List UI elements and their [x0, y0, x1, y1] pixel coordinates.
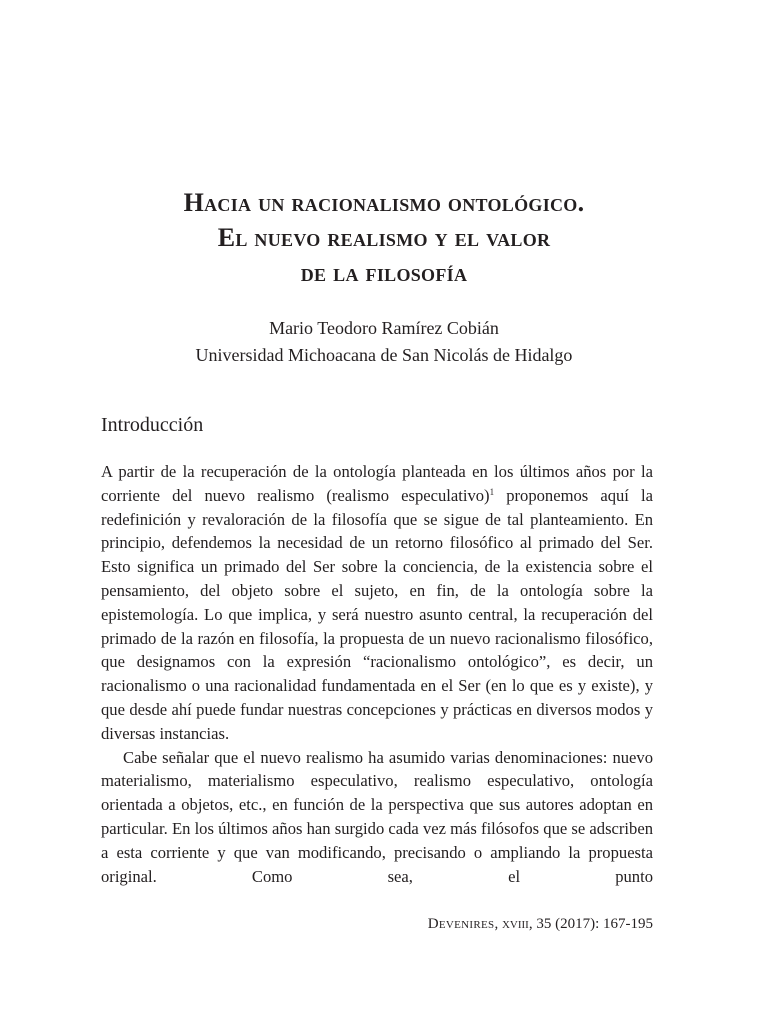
section-heading-introduccion: Introducción — [101, 414, 204, 436]
paragraph-1-text-end: proponemos aquí la redefinición y revaloración de la filosofía que se sigue de tal planteamiento. En principio, defendemos la necesidad de un retorno filosófico al primado del Ser. Esto significa un primado del Ser sobre la conciencia, de la existencia sobre el pensamiento, del objeto sobre el sujeto, en fin, de la ontología sobre la epistemología. Lo que implica, y será nuestro asunto central, la recuperación del primado de la razón en filosofía, la propuesta de un nuevo racionalismo filosófico, que designamos con la expresión “racionalismo ontológico”, es decir, un racionalismo o una racionalidad fundamentada en el Ser (en lo que es y existe), y que desde ahí puede fundar nuestras concepciones y prácticas en diversos modos y diversas instancias. — [101, 485, 653, 743]
author-affiliation: Universidad Michoacana de San Nicolás de Hidalgo — [195, 345, 573, 365]
paragraph-1 — [101, 460, 653, 746]
journal-volume: xviii — [501, 916, 529, 932]
journal-issue-pages: , 35 (2017): 167-195 — [528, 916, 653, 932]
journal-separator: , — [494, 916, 502, 932]
article-title — [60, 185, 708, 290]
article-title-line-2: El nuevo realismo y el valor — [217, 223, 551, 253]
author-block — [60, 315, 708, 369]
article-body — [101, 460, 653, 888]
journal-citation-footer — [101, 913, 653, 935]
author-name: Mario Teodoro Ramírez Cobián — [269, 318, 499, 338]
paragraph-1-text-start: A partir de la recuperación de la ontología planteada en los últimos años por la corriente del nuevo realismo (realismo especulativo) — [101, 462, 653, 505]
article-title-line-3: de la filosofía — [300, 258, 468, 288]
journal-name: Devenires — [427, 916, 495, 932]
footnote-reference: 1 — [489, 486, 495, 497]
article-title-line-1: Hacia un racionalismo ontológico. — [183, 188, 585, 218]
paragraph-2: Cabe señalar que el nuevo realismo ha asumido varias denominaciones: nuevo materialismo, materialismo especulativo, realismo especulativo, ontología orientada a objetos, etc., en función de la perspectiva que sus autores adoptan en particular. En los últimos años han surgido cada vez más filósofos que se adscriben a esta corriente y que van modificando, precisando o ampliando la propuesta original. Como sea, el punto — [101, 747, 653, 886]
